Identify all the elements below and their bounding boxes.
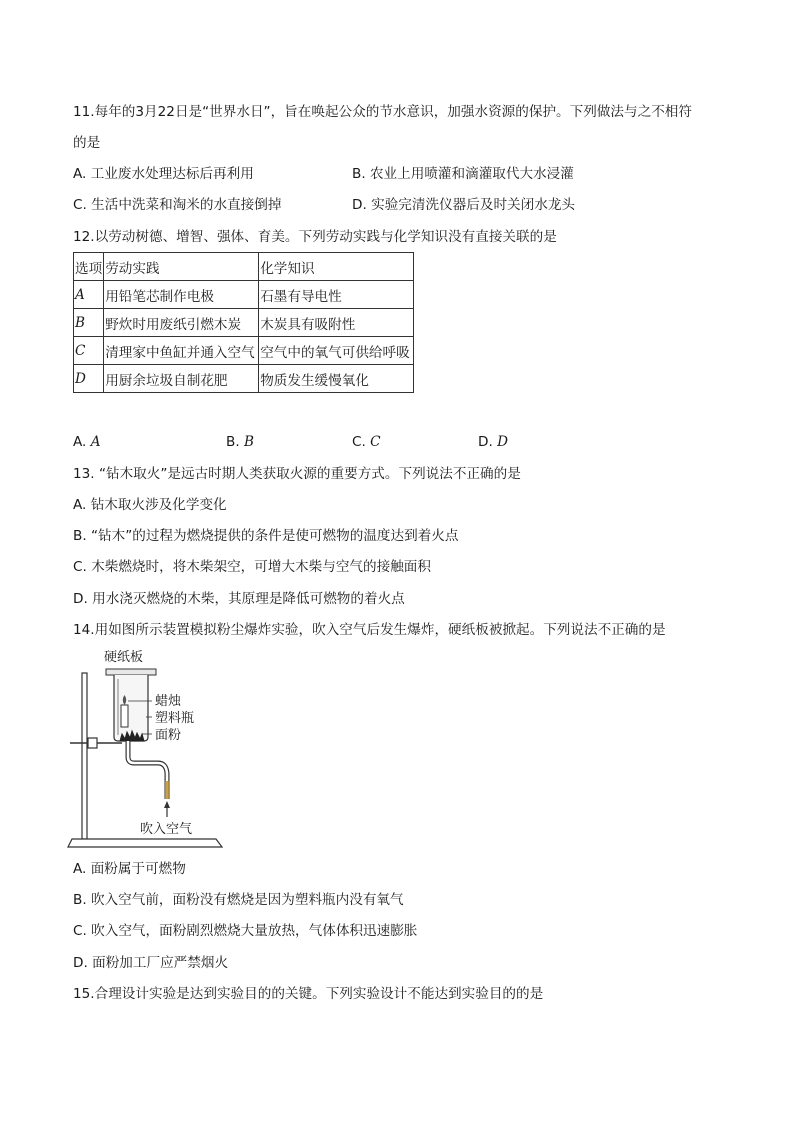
table-cell-knowledge: 石墨有导电性 <box>259 281 414 309</box>
q12-option-c: C. C <box>352 434 381 450</box>
figure-label-flour: 面粉 <box>155 728 182 743</box>
q11-option-d: D. 实验完清洗仪器后及时关闭水龙头 <box>352 197 576 213</box>
table-cell-practice: 野炊时用废纸引燃木炭 <box>104 309 259 337</box>
table-cell-knowledge: 空气中的氧气可供给呼吸 <box>259 337 414 365</box>
table-row <box>74 337 414 365</box>
air-tube-outline <box>128 741 167 799</box>
q14-option-d: D. 面粉加工厂应严禁烟火 <box>73 955 229 971</box>
table-cell-knowledge: 木炭具有吸附性 <box>259 309 414 337</box>
q14-stem: 14.用如图所示装置模拟粉尘爆炸实验，吹入空气后发生爆炸，硬纸板被掀起。下列说法不正确的是 <box>73 622 666 638</box>
q15-stem: 15.合理设计实验是达到实验目的的关键。下列实验设计不能达到实验目的的是 <box>73 986 544 1002</box>
q12-table <box>73 252 414 393</box>
table-cell-practice: 用铅笔芯制作电极 <box>104 281 259 309</box>
q14-option-a: A. 面粉属于可燃物 <box>73 861 186 877</box>
table-cell-option: D <box>74 365 104 393</box>
clamp-boss <box>88 738 97 748</box>
table-header-cell: 选项 <box>74 253 104 281</box>
q14-option-b: B. 吹入空气前，面粉没有燃烧是因为塑料瓶内没有氧气 <box>73 892 404 908</box>
q11-option-b: B. 农业上用喷灌和滴灌取代大水浸灌 <box>352 166 574 182</box>
q12-option-b: B. B <box>226 434 254 450</box>
q11-option-a: A. 工业废水处理达标后再利用 <box>73 166 254 182</box>
table-cell-practice: 清理家中鱼缸并通入空气 <box>104 337 259 365</box>
q12-stem: 12.以劳动树德、增智、强体、育美。下列劳动实践与化学知识没有直接关联的是 <box>73 229 557 245</box>
dust-explosion-apparatus-figure <box>66 645 236 850</box>
table-cell-option: B <box>74 309 104 337</box>
air-arrow-head <box>164 801 170 808</box>
figure-label-bottle: 塑料瓶 <box>155 711 195 726</box>
q11-option-c: C. 生活中洗菜和淘米的水直接倒掉 <box>73 197 282 213</box>
q14-option-c: C. 吹入空气，面粉剧烈燃烧大量放热，气体体积迅速膨胀 <box>73 923 418 939</box>
stand-base <box>68 839 222 847</box>
q13-option-c: C. 木柴燃烧时，将木柴架空，可增大木柴与空气的接触面积 <box>73 559 431 575</box>
q11-stem-line2: 的是 <box>73 135 101 151</box>
table-header-cell: 劳动实践 <box>104 253 259 281</box>
q13-stem: 13. “钻木取火”是远古时期人类获取火源的重要方式。下列说法不正确的是 <box>73 466 521 482</box>
table-row <box>74 309 414 337</box>
stand-rod <box>82 673 87 839</box>
table-header-row <box>74 253 414 281</box>
q12-option-d: D. D <box>478 434 509 450</box>
table-cell-knowledge: 物质发生缓慢氧化 <box>259 365 414 393</box>
candle <box>121 705 128 727</box>
figure-label-air: 吹入空气 <box>140 822 193 837</box>
q12-option-a: A. A <box>73 434 101 450</box>
table-cell-practice: 用厨余垃圾自制花肥 <box>104 365 259 393</box>
q13-option-d: D. 用水浇灭燃烧的木柴，其原理是降低可燃物的着火点 <box>73 591 405 607</box>
figure-label-cardboard: 硬纸板 <box>104 650 144 665</box>
figure-label-candle: 蜡烛 <box>155 694 182 709</box>
q13-option-a: A. 钻木取火涉及化学变化 <box>73 497 227 513</box>
q11-stem-line1: 11.每年的3月22日是“世界水日”，旨在唤起公众的节水意识，加强水资源的保护。下列做法与之不相符 <box>73 104 692 120</box>
table-row <box>74 365 414 393</box>
table-cell-option: C <box>74 337 104 365</box>
table-cell-option: A <box>74 281 104 309</box>
table-row <box>74 281 414 309</box>
table-header-cell: 化学知识 <box>259 253 414 281</box>
plastic-bottle <box>114 675 148 741</box>
air-tube <box>128 741 167 799</box>
q13-option-b: B. “钻木”的过程为燃烧提供的条件是使可燃物的温度达到着火点 <box>73 528 459 544</box>
cardboard <box>106 669 156 675</box>
